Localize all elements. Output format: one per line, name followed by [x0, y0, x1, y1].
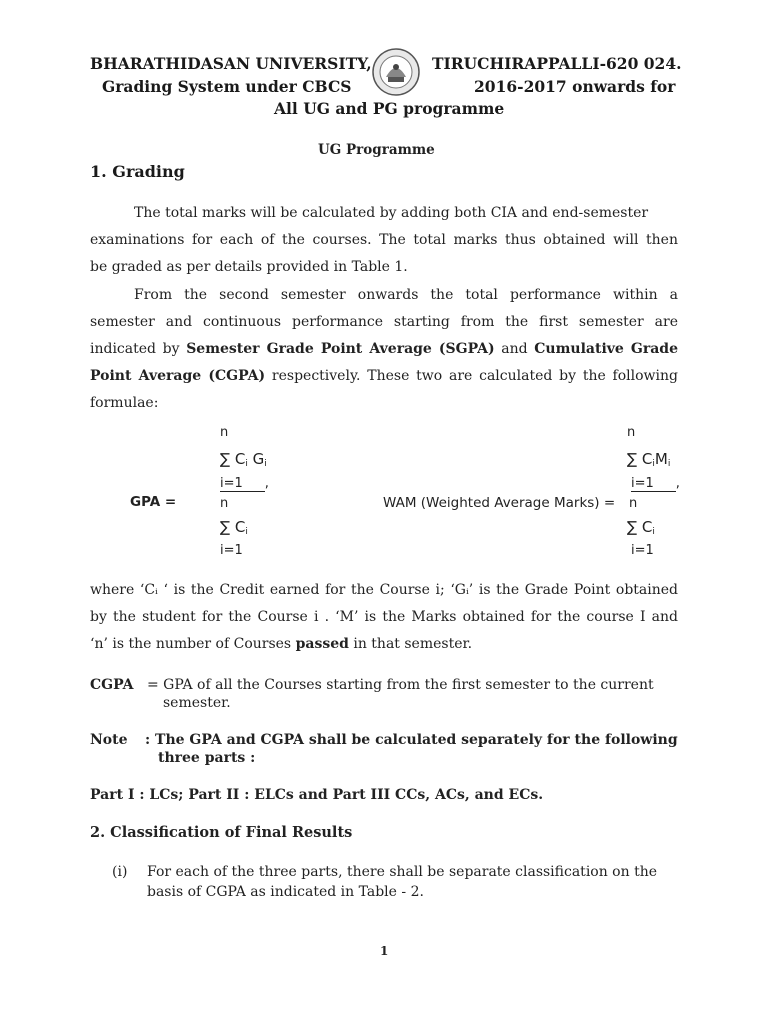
gpa-denominator-sum: ∑ $C_i$: [220, 518, 248, 537]
gpa-n-top: n: [220, 425, 229, 440]
gpa-lower-limit: i=1 ,: [220, 476, 269, 491]
wam-lower-limit: i=1 ,: [631, 476, 680, 491]
paragraph-line: The total marks will be calculated by adding both CIA and end-semester: [134, 205, 649, 221]
list-item-text-cont: basis of CGPA as indicated in Table - 2.: [147, 884, 424, 900]
paragraph-line: where ‘Cᵢ ‘ is the Credit earned for the Course i; ‘Gᵢ’ is the Grade Point obtained: [90, 582, 678, 598]
note-text: : The GPA and CGPA shall be calculated separately for the following: [145, 732, 678, 748]
paragraph-line: be graded as per details provided in Table 1.: [90, 259, 408, 275]
paragraph-line: ‘n’ is the number of Courses passed in that semester.: [90, 636, 473, 652]
note-label: Note: [90, 732, 128, 748]
cgpa-definition-cont: semester.: [163, 695, 231, 711]
header-grading-system: Grading System under CBCS: [102, 77, 352, 96]
wam-n-top: n: [627, 425, 636, 440]
list-marker: (i): [112, 864, 128, 880]
gpa-label: GPA =: [130, 494, 177, 510]
university-city: TIRUCHIRAPPALLI-620 024.: [432, 54, 682, 73]
paragraph-where: [90, 577, 678, 658]
gpa-numerator-sum: ∑ $C_i$ $G_i$: [220, 450, 267, 469]
note-text-cont: three parts :: [158, 750, 256, 766]
paragraph-line: formulae:: [90, 395, 159, 411]
university-name: BHARATHIDASAN UNIVERSITY,: [90, 54, 372, 73]
paragraph-line: From the second semester onwards the total performance within a: [134, 287, 678, 303]
page-number: 1: [380, 944, 389, 958]
wam-denominator-sum: ∑ $C_i$: [627, 518, 655, 537]
wam-label: WAM (Weighted Average Marks) =: [383, 495, 616, 511]
paragraph-line: indicated by Semester Grade Point Average (SGPA) and Cumulative Grade: [90, 341, 678, 357]
university-logo: [370, 47, 422, 97]
paragraph-line: examinations for each of the courses. The total marks thus obtained will then: [90, 232, 678, 248]
gpa-n-bottom: n: [220, 496, 229, 511]
paragraph-total-marks: [90, 200, 678, 281]
wam-n-bottom: n: [629, 496, 638, 511]
list-item-text: For each of the three parts, there shall be separate classification on the: [147, 864, 658, 880]
paragraph-line: semester and continuous performance starting from the first semester are: [90, 314, 678, 330]
paragraph-sgpa-cgpa: [90, 282, 678, 417]
section-title: UG Programme: [318, 142, 435, 158]
paragraph-line: Point Average (CGPA) respectively. These two are calculated by the following: [90, 368, 678, 384]
heading-grading: 1. Grading: [90, 162, 185, 181]
cgpa-label: CGPA: [90, 677, 134, 693]
wam-lower-limit-2: i=1: [631, 543, 654, 558]
heading-classification: 2. Classification of Final Results: [90, 824, 353, 841]
cgpa-definition: = GPA of all the Courses starting from the first semester to the current: [147, 677, 654, 693]
parts-list: Part I : LCs; Part II : ELCs and Part III CCs, ACs, and ECs.: [90, 787, 544, 803]
header-programme: All UG and PG programme: [274, 99, 505, 118]
header-year: 2016-2017 onwards for: [474, 77, 676, 96]
paragraph-line: by the student for the Course i . ‘M’ is the Marks obtained for the course I and: [90, 609, 678, 625]
wam-numerator-sum: ∑ $C_iM_i$: [627, 450, 671, 469]
gpa-lower-limit-2: i=1: [220, 543, 243, 558]
